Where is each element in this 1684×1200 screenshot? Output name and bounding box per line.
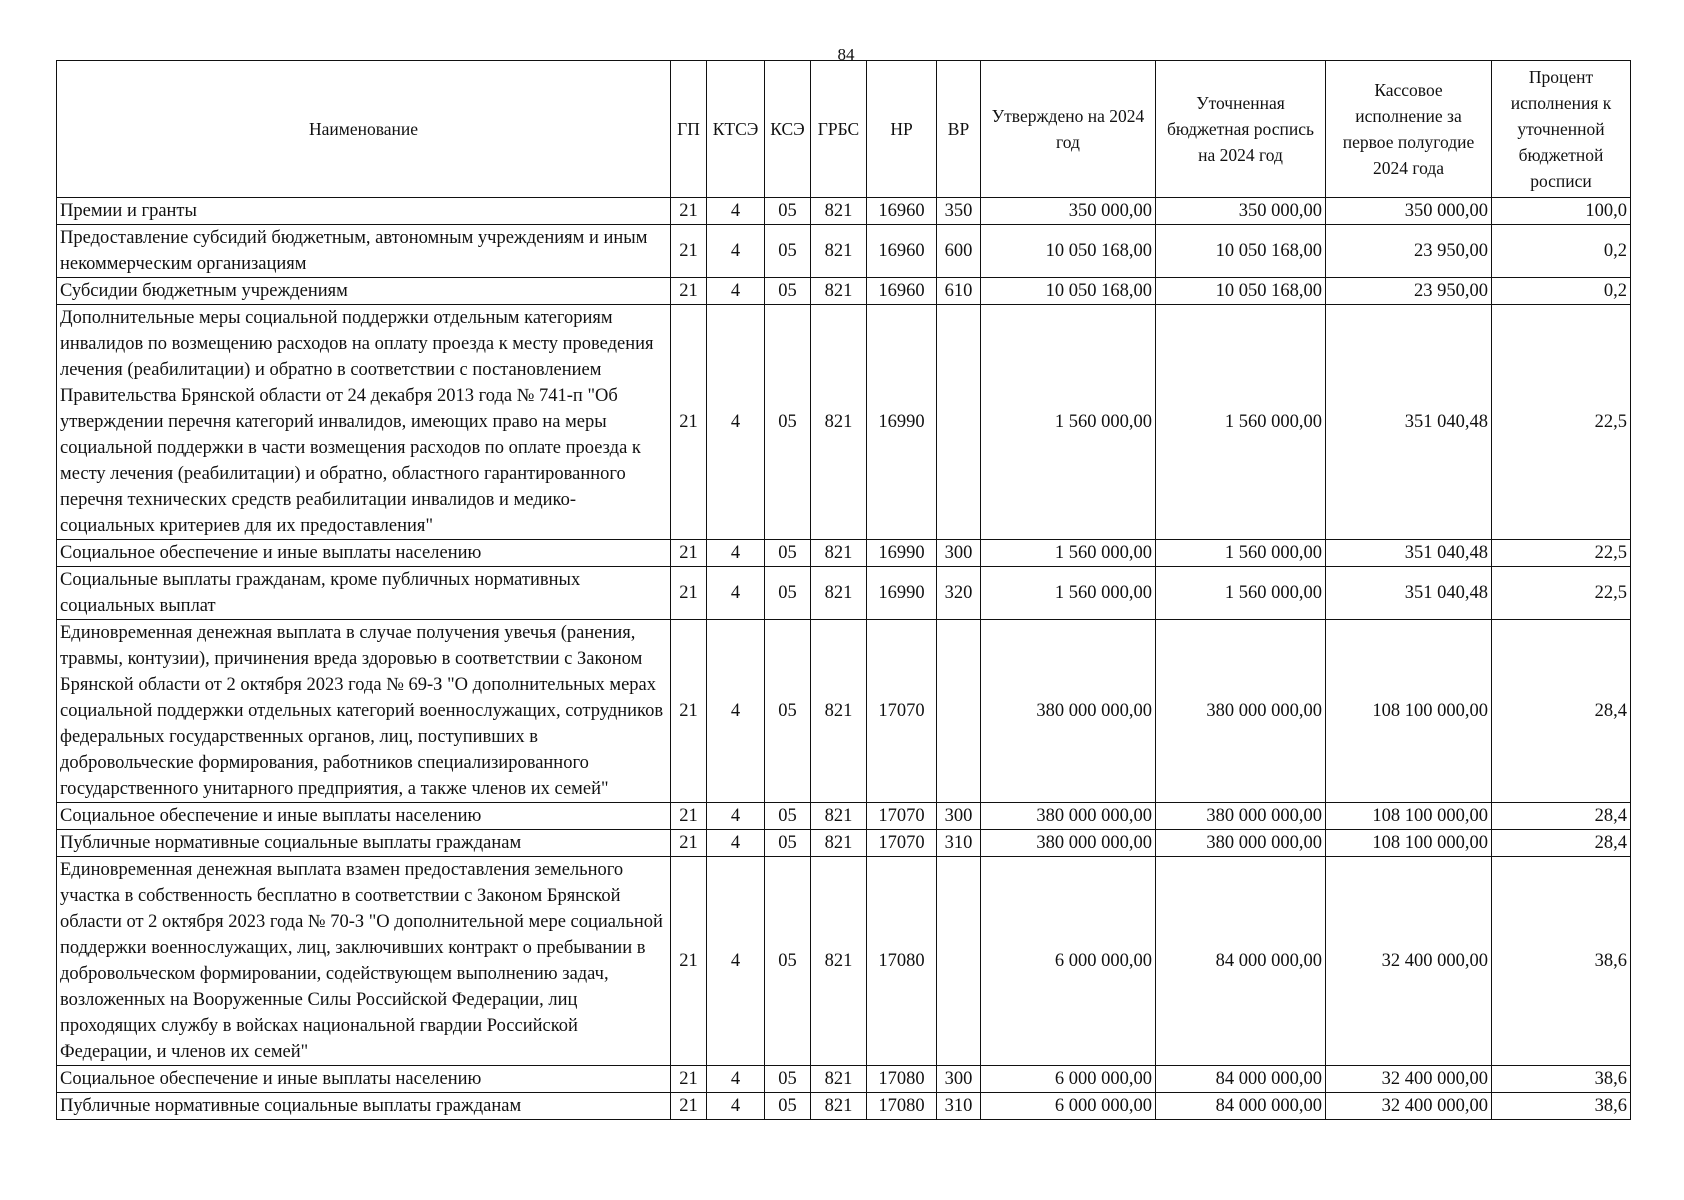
- header-grbs: ГРБС: [811, 61, 867, 198]
- cell-approved: 1 560 000,00: [981, 540, 1156, 567]
- cell-cash: 32 400 000,00: [1326, 1093, 1492, 1120]
- cell-vr: [937, 620, 981, 803]
- cell-refined: 380 000 000,00: [1156, 830, 1326, 857]
- cell-name: Социальное обеспечение и иные выплаты населению: [57, 1066, 671, 1093]
- cell-kse: 05: [765, 830, 811, 857]
- cell-percent: 28,4: [1492, 830, 1631, 857]
- cell-cash: 351 040,48: [1326, 305, 1492, 540]
- cell-percent: 100,0: [1492, 198, 1631, 225]
- cell-refined: 84 000 000,00: [1156, 857, 1326, 1066]
- table-row: [57, 620, 1631, 803]
- cell-gp: 21: [671, 1066, 707, 1093]
- cell-grbs: 821: [811, 278, 867, 305]
- header-name: Наименование: [57, 61, 671, 198]
- cell-vr: [937, 305, 981, 540]
- cell-nr: 16990: [867, 540, 937, 567]
- cell-percent: 38,6: [1492, 1093, 1631, 1120]
- table-row: [57, 857, 1631, 1066]
- cell-nr: 16960: [867, 278, 937, 305]
- cell-refined: 10 050 168,00: [1156, 225, 1326, 278]
- cell-name: Публичные нормативные социальные выплаты гражданам: [57, 830, 671, 857]
- cell-gp: 21: [671, 857, 707, 1066]
- cell-cash: 108 100 000,00: [1326, 803, 1492, 830]
- cell-vr: [937, 857, 981, 1066]
- cell-kse: 05: [765, 567, 811, 620]
- cell-refined: 84 000 000,00: [1156, 1066, 1326, 1093]
- header-gp: ГП: [671, 61, 707, 198]
- cell-grbs: 821: [811, 1066, 867, 1093]
- header-cash: Кассовое исполнение за первое полугодие 2024 года: [1326, 61, 1492, 198]
- cell-nr: 17070: [867, 620, 937, 803]
- cell-gp: 21: [671, 198, 707, 225]
- cell-nr: 16960: [867, 225, 937, 278]
- cell-kse: 05: [765, 198, 811, 225]
- table-row: [57, 830, 1631, 857]
- cell-ktse: 4: [707, 803, 765, 830]
- cell-grbs: 821: [811, 225, 867, 278]
- cell-refined: 380 000 000,00: [1156, 620, 1326, 803]
- cell-cash: 23 950,00: [1326, 225, 1492, 278]
- cell-kse: 05: [765, 540, 811, 567]
- cell-approved: 380 000 000,00: [981, 620, 1156, 803]
- cell-gp: 21: [671, 567, 707, 620]
- header-refined: Уточненная бюджетная роспись на 2024 год: [1156, 61, 1326, 198]
- cell-cash: 23 950,00: [1326, 278, 1492, 305]
- cell-grbs: 821: [811, 620, 867, 803]
- cell-name: Премии и гранты: [57, 198, 671, 225]
- table-row: [57, 225, 1631, 278]
- cell-percent: 0,2: [1492, 278, 1631, 305]
- cell-percent: 0,2: [1492, 225, 1631, 278]
- cell-grbs: 821: [811, 540, 867, 567]
- cell-percent: 22,5: [1492, 540, 1631, 567]
- cell-refined: 350 000,00: [1156, 198, 1326, 225]
- cell-gp: 21: [671, 803, 707, 830]
- cell-nr: 16990: [867, 567, 937, 620]
- header-vr: ВР: [937, 61, 981, 198]
- cell-name: Социальное обеспечение и иные выплаты населению: [57, 540, 671, 567]
- cell-percent: 38,6: [1492, 857, 1631, 1066]
- cell-approved: 350 000,00: [981, 198, 1156, 225]
- header-row: [57, 61, 1631, 198]
- header-nr: НР: [867, 61, 937, 198]
- cell-cash: 108 100 000,00: [1326, 830, 1492, 857]
- header-kse: КСЭ: [765, 61, 811, 198]
- cell-approved: 6 000 000,00: [981, 857, 1156, 1066]
- cell-nr: 17070: [867, 803, 937, 830]
- cell-ktse: 4: [707, 1066, 765, 1093]
- cell-gp: 21: [671, 1093, 707, 1120]
- cell-cash: 32 400 000,00: [1326, 857, 1492, 1066]
- cell-cash: 350 000,00: [1326, 198, 1492, 225]
- cell-name: Дополнительные меры социальной поддержки отдельным категориям инвалидов по возмещению расходов на оплату проезда к месту проведения лечения (реабилитации) и обратно в соответствии с постановлением Правительства Брянской области от 24 декабря 2013 года № 741-п "Об утверждении перечня категорий инвалидов, имеющих право на меры социальной поддержки в части возмещения расходов по оплате проезда к месту лечения (реабилитации) и обратно, областного гарантированного перечня технических средств реабилитации инвалидов и медико-социальных критериев для их предоставления": [57, 305, 671, 540]
- cell-grbs: 821: [811, 803, 867, 830]
- table-row: [57, 1093, 1631, 1120]
- cell-gp: 21: [671, 540, 707, 567]
- cell-vr: 610: [937, 278, 981, 305]
- cell-percent: 28,4: [1492, 803, 1631, 830]
- cell-vr: 300: [937, 540, 981, 567]
- page-number: 84: [837, 45, 855, 64]
- cell-grbs: 821: [811, 567, 867, 620]
- cell-name: Единовременная денежная выплата в случае получения увечья (ранения, травмы, контузии), причинения вреда здоровью в соответствии с Законом Брянской области от 2 октября 2023 года № 69-З "О дополнительных мерах социальной поддержки отдельных категорий военнослужащих, сотрудников федеральных государственных органов, лиц, поступивших в добровольческие формирования, работников специализированного государственного унитарного предприятия, а также членов их семей": [57, 620, 671, 803]
- cell-nr: 17070: [867, 830, 937, 857]
- cell-kse: 05: [765, 620, 811, 803]
- cell-approved: 380 000 000,00: [981, 830, 1156, 857]
- cell-cash: 351 040,48: [1326, 567, 1492, 620]
- cell-vr: 600: [937, 225, 981, 278]
- table-row: [57, 567, 1631, 620]
- cell-nr: 16990: [867, 305, 937, 540]
- cell-name: Предоставление субсидий бюджетным, автономным учреждениям и иным некоммерческим организациям: [57, 225, 671, 278]
- table-row: [57, 198, 1631, 225]
- table-row: [57, 540, 1631, 567]
- header-percent: Процент исполнения к уточненной бюджетной росписи: [1492, 61, 1631, 198]
- cell-vr: 310: [937, 1093, 981, 1120]
- table-row: [57, 305, 1631, 540]
- cell-percent: 28,4: [1492, 620, 1631, 803]
- cell-kse: 05: [765, 225, 811, 278]
- cell-ktse: 4: [707, 567, 765, 620]
- cell-refined: 380 000 000,00: [1156, 803, 1326, 830]
- cell-gp: 21: [671, 305, 707, 540]
- header-approved: Утверждено на 2024 год: [981, 61, 1156, 198]
- cell-approved: 10 050 168,00: [981, 278, 1156, 305]
- cell-percent: 22,5: [1492, 567, 1631, 620]
- cell-ktse: 4: [707, 830, 765, 857]
- cell-name: Социальное обеспечение и иные выплаты населению: [57, 803, 671, 830]
- cell-kse: 05: [765, 278, 811, 305]
- cell-cash: 351 040,48: [1326, 540, 1492, 567]
- cell-name: Публичные нормативные социальные выплаты гражданам: [57, 1093, 671, 1120]
- cell-percent: 38,6: [1492, 1066, 1631, 1093]
- cell-ktse: 4: [707, 225, 765, 278]
- cell-gp: 21: [671, 225, 707, 278]
- cell-cash: 32 400 000,00: [1326, 1066, 1492, 1093]
- cell-vr: 300: [937, 1066, 981, 1093]
- cell-approved: 1 560 000,00: [981, 567, 1156, 620]
- cell-name: Социальные выплаты гражданам, кроме публичных нормативных социальных выплат: [57, 567, 671, 620]
- cell-vr: 300: [937, 803, 981, 830]
- budget-table: [56, 60, 1631, 1120]
- cell-refined: 1 560 000,00: [1156, 567, 1326, 620]
- cell-approved: 10 050 168,00: [981, 225, 1156, 278]
- cell-grbs: 821: [811, 305, 867, 540]
- cell-ktse: 4: [707, 278, 765, 305]
- cell-nr: 17080: [867, 857, 937, 1066]
- cell-refined: 1 560 000,00: [1156, 305, 1326, 540]
- cell-vr: 310: [937, 830, 981, 857]
- table-row: [57, 278, 1631, 305]
- header-ktse: КТСЭ: [707, 61, 765, 198]
- cell-ktse: 4: [707, 540, 765, 567]
- cell-cash: 108 100 000,00: [1326, 620, 1492, 803]
- cell-refined: 1 560 000,00: [1156, 540, 1326, 567]
- cell-kse: 05: [765, 857, 811, 1066]
- cell-grbs: 821: [811, 857, 867, 1066]
- cell-ktse: 4: [707, 305, 765, 540]
- cell-percent: 22,5: [1492, 305, 1631, 540]
- cell-gp: 21: [671, 620, 707, 803]
- cell-approved: 1 560 000,00: [981, 305, 1156, 540]
- cell-name: Субсидии бюджетным учреждениям: [57, 278, 671, 305]
- cell-refined: 10 050 168,00: [1156, 278, 1326, 305]
- cell-grbs: 821: [811, 198, 867, 225]
- cell-nr: 16960: [867, 198, 937, 225]
- cell-ktse: 4: [707, 1093, 765, 1120]
- cell-kse: 05: [765, 803, 811, 830]
- cell-nr: 17080: [867, 1066, 937, 1093]
- cell-approved: 380 000 000,00: [981, 803, 1156, 830]
- cell-refined: 84 000 000,00: [1156, 1093, 1326, 1120]
- cell-grbs: 821: [811, 1093, 867, 1120]
- cell-grbs: 821: [811, 830, 867, 857]
- cell-approved: 6 000 000,00: [981, 1066, 1156, 1093]
- cell-kse: 05: [765, 1093, 811, 1120]
- cell-approved: 6 000 000,00: [981, 1093, 1156, 1120]
- cell-name: Единовременная денежная выплата взамен предоставления земельного участка в собственность бесплатно в соответствии с Законом Брянской области от 2 октября 2023 года № 70-З "О дополнительной мере социальной поддержки военнослужащих, лиц, заключивших контракт о пребывании в добровольческом формировании, содействующем выполнению задач, возложенных на Вооруженные Силы Российской Федерации, лиц проходящих службу в войсках национальной гвардии Российской Федерации, и членов их семей": [57, 857, 671, 1066]
- table-row: [57, 803, 1631, 830]
- cell-gp: 21: [671, 830, 707, 857]
- cell-ktse: 4: [707, 857, 765, 1066]
- cell-kse: 05: [765, 305, 811, 540]
- cell-gp: 21: [671, 278, 707, 305]
- table-row: [57, 1066, 1631, 1093]
- cell-kse: 05: [765, 1066, 811, 1093]
- cell-vr: 350: [937, 198, 981, 225]
- cell-ktse: 4: [707, 620, 765, 803]
- cell-nr: 17080: [867, 1093, 937, 1120]
- cell-vr: 320: [937, 567, 981, 620]
- cell-ktse: 4: [707, 198, 765, 225]
